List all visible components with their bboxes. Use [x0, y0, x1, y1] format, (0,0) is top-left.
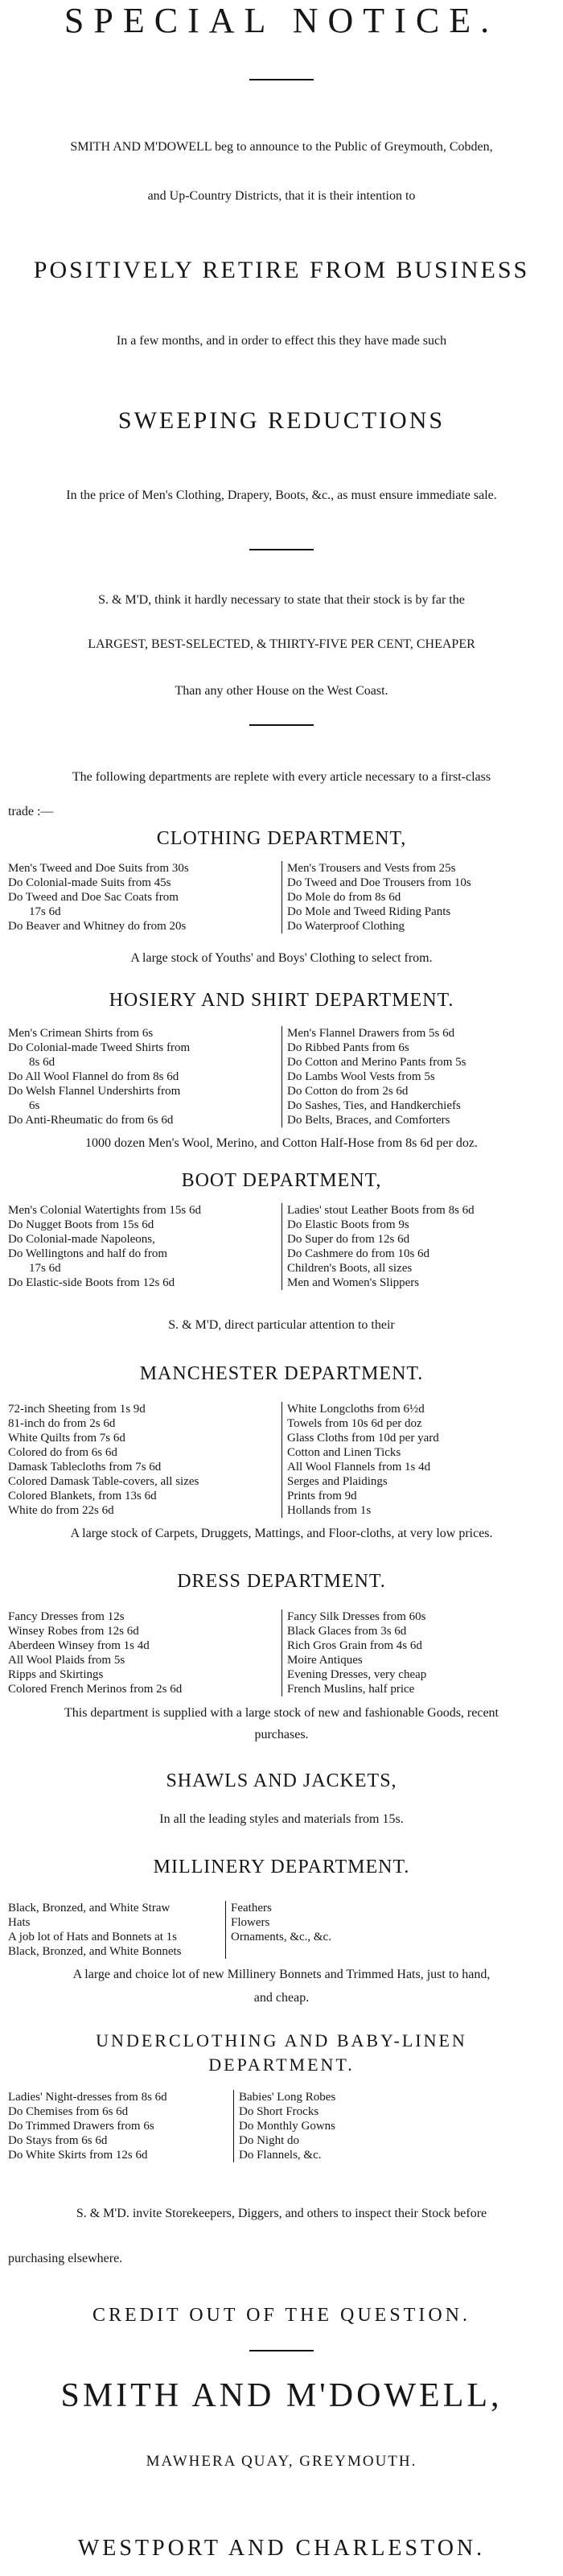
list-item: Winsey Robes from 12s 6d: [8, 1625, 139, 1638]
list-item: Do Wellingtons and half do from: [8, 1247, 168, 1260]
list-item: Black, Bronzed, and White Straw Hats: [8, 1902, 171, 1929]
list-item: Prints from 9d: [287, 1490, 357, 1502]
list-item: Aberdeen Winsey from 1s 4d: [8, 1639, 150, 1652]
price-line: In the price of Men's Clothing, Drapery, Boots, &c., as must ensure immediate sale.: [66, 488, 497, 502]
divider: [249, 724, 314, 726]
notice-title: SPECIAL NOTICE.: [64, 1, 499, 40]
list-item: Men's Colonial Watertights from 15s 6d: [8, 1204, 201, 1217]
boot-list: [8, 1203, 555, 1290]
list-item: Do Colonial-made Napoleons,: [8, 1233, 155, 1246]
list-item: Do Mole do from 8s 6d: [287, 891, 401, 904]
manchester-list: [8, 1402, 555, 1518]
manchester-heading: MANCHESTER DEPARTMENT.: [139, 1363, 424, 1384]
list-item: Flowers: [231, 1916, 270, 1929]
list-item: Rich Gros Grain from 4s 6d: [287, 1639, 422, 1652]
hosiery-heading: HOSIERY AND SHIRT DEPARTMENT.: [109, 990, 454, 1011]
list-item: Do Sashes, Ties, and Handkerchiefs: [287, 1099, 461, 1112]
list-item: Do Colonial-made Suits from 45s: [8, 876, 171, 889]
list-item: Do Tweed and Doe Trousers from 10s: [287, 876, 471, 889]
list-item: Ripps and Skirtings: [8, 1668, 104, 1681]
invite-line-1: S. & M'D. invite Storekeepers, Diggers, and others to inspect their Stock before: [76, 2207, 487, 2220]
shawls-note: In all the leading styles and materials from 15s.: [159, 1812, 404, 1826]
list-item: Men's Tweed and Doe Suits from 30s: [8, 862, 189, 875]
millinery-note-2: and cheap.: [253, 1991, 310, 2005]
branches-line: WESTPORT AND CHARLESTON.: [77, 2536, 486, 2561]
divider: [249, 2350, 314, 2351]
list-item: Serges and Plaidings: [287, 1475, 388, 1488]
list-item: Do Stays from 6s 6d: [8, 2134, 108, 2147]
clothing-list: [8, 861, 555, 934]
list-item: French Muslins, half price: [287, 1683, 415, 1696]
list-item: Children's Boots, all sizes: [287, 1262, 413, 1275]
list-item: Do Short Frocks: [239, 2105, 319, 2118]
list-item: Towels from 10s 6d per doz: [287, 1417, 422, 1430]
list-item: Ladies' stout Leather Boots from 8s 6d: [287, 1204, 475, 1217]
list-item: Do Tweed and Doe Sac Coats from: [8, 891, 179, 904]
hosiery-note: 1000 dozen Men's Wool, Merino, and Cotton Half-Hose from 8s 6d per doz.: [85, 1136, 478, 1150]
list-item: Evening Dresses, very cheap: [287, 1668, 427, 1681]
shawls-heading: SHAWLS AND JACKETS,: [166, 1770, 397, 1791]
list-item: Do Welsh Flannel Undershirts from: [8, 1085, 181, 1098]
list-item: 6s: [29, 1099, 40, 1112]
list-item: Hollands from 1s: [287, 1504, 372, 1517]
departments-intro-2: trade :—: [8, 805, 54, 818]
divider: [249, 79, 314, 80]
millinery-list: [8, 1901, 555, 1959]
list-item: Colored Damask Table-covers, all sizes: [8, 1475, 199, 1488]
list-item: Glass Cloths from 10d per yard: [287, 1432, 439, 1445]
list-item: White Longcloths from 6½d: [287, 1403, 425, 1416]
list-item: Do Cotton do from 2s 6d: [287, 1085, 409, 1098]
list-item: Ladies' Night-dresses from 8s 6d: [8, 2091, 167, 2104]
list-item: Men and Women's Slippers: [287, 1276, 420, 1289]
list-item: Colored Blankets, from 13s 6d: [8, 1490, 157, 1502]
sweeping-reductions-headline: SWEEPING REDUCTIONS: [117, 407, 446, 434]
list-item: Do Cashmere do from 10s 6d: [287, 1247, 430, 1260]
list-item: Do All Wool Flannel do from 8s 6d: [8, 1070, 179, 1083]
list-item: Fancy Dresses from 12s: [8, 1610, 125, 1623]
stock-line-1: S. & M'D, think it hardly necessary to state that their stock is by far the: [98, 593, 465, 607]
list-item: Do Belts, Braces, and Comforters: [287, 1114, 450, 1127]
list-item: Cotton and Linen Ticks: [287, 1446, 401, 1459]
list-item: Do Nugget Boots from 15s 6d: [8, 1218, 154, 1231]
list-item: Fancy Silk Dresses from 60s: [287, 1610, 426, 1623]
list-item: Moire Antiques: [287, 1654, 363, 1667]
list-item: Do Lambs Wool Vests from 5s: [287, 1070, 435, 1083]
list-item: Do Waterproof Clothing: [287, 920, 405, 933]
list-item: White do from 22s 6d: [8, 1504, 114, 1517]
list-item: Do Cotton and Merino Pants from 5s: [287, 1056, 466, 1069]
list-item: Do Chemises from 6s 6d: [8, 2105, 129, 2118]
list-item: White Quilts from 7s 6d: [8, 1432, 125, 1445]
list-item: All Wool Plaids from 5s: [8, 1654, 125, 1667]
hosiery-list: [8, 1026, 555, 1127]
list-item: Do Super do from 12s 6d: [287, 1233, 410, 1246]
millinery-note-1: A large and choice lot of new Millinery Bonnets and Trimmed Hats, just to hand,: [72, 1968, 491, 1981]
list-item: Do Trimmed Drawers from 6s: [8, 2120, 154, 2133]
millinery-heading: MILLINERY DEPARTMENT.: [153, 1857, 410, 1877]
list-item: Men's Crimean Shirts from 6s: [8, 1027, 154, 1040]
list-item: All Wool Flannels from 1s 4d: [287, 1461, 431, 1473]
intro-line-2: and Up-Country Districts, that it is their intention to: [147, 189, 416, 203]
list-item: Colored do from 6s 6d: [8, 1446, 117, 1459]
stock-line-3: Than any other House on the West Coast.: [175, 684, 388, 698]
list-item: Feathers: [231, 1902, 272, 1914]
departments-intro-1: The following departments are replete with every article necessary to a first-class: [72, 770, 491, 784]
firm-name: SMITH AND M'DOWELL,: [60, 2377, 503, 2414]
list-item: Do Colonial-made Tweed Shirts from: [8, 1041, 191, 1054]
list-item: Black, Bronzed, and White Bonnets: [8, 1945, 182, 1958]
manchester-note: A large stock of Carpets, Druggets, Mattings, and Floor-cloths, at very low prices.: [70, 1527, 493, 1540]
retire-headline: POSITIVELY RETIRE FROM BUSINESS: [33, 257, 530, 283]
list-item: Colored French Merinos from 2s 6d: [8, 1683, 183, 1696]
clothing-note: A large stock of Youths' and Boys' Clothing to select from.: [130, 951, 433, 965]
list-item: Do Mole and Tweed Riding Pants: [287, 905, 451, 918]
credit-headline: CREDIT OUT OF THE QUESTION.: [92, 2305, 471, 2326]
stock-line-2: LARGEST, BEST-SELECTED, & THIRTY-FIVE PER CENT, CHEAPER: [88, 637, 475, 651]
list-item: 72-inch Sheeting from 1s 9d: [8, 1403, 146, 1416]
list-item: Do Monthly Gowns: [239, 2120, 336, 2133]
divider: [249, 549, 314, 550]
underclothing-heading-1: UNDERCLOTHING AND BABY-LINEN: [96, 2030, 467, 2050]
underclothing-heading-2: DEPARTMENT.: [208, 2055, 355, 2075]
list-item: Damask Tablecloths from 7s 6d: [8, 1461, 162, 1473]
intro-line-1: SMITH AND M'DOWELL beg to announce to the Public of Greymouth, Cobden,: [70, 140, 493, 154]
dress-heading: DRESS DEPARTMENT.: [177, 1571, 386, 1592]
dress-note-2: purchases.: [254, 1728, 309, 1741]
dress-list: [8, 1609, 555, 1696]
list-item: Do Beaver and Whitney do from 20s: [8, 920, 187, 933]
list-item: Do Elastic Boots from 9s: [287, 1218, 409, 1231]
list-item: Do Elastic-side Boots from 12s 6d: [8, 1276, 175, 1289]
dress-note-1: This department is supplied with a large stock of new and fashionable Goods, recent: [64, 1706, 499, 1720]
invite-line-2: purchasing elsewhere.: [8, 2252, 123, 2265]
address-line: MAWHERA QUAY, GREYMOUTH.: [146, 2453, 417, 2470]
list-item: Ornaments, &c., &c.: [231, 1931, 331, 1943]
list-item: Babies' Long Robes: [239, 2091, 336, 2104]
list-item: A job lot of Hats and Bonnets at 1s: [8, 1931, 177, 1943]
list-item: Men's Trousers and Vests from 25s: [287, 862, 456, 875]
list-item: Do Ribbed Pants from 6s: [287, 1041, 409, 1054]
list-item: Do Anti-Rheumatic do from 6s 6d: [8, 1114, 174, 1127]
list-item: 17s 6d: [29, 905, 61, 918]
list-item: Men's Flannel Drawers from 5s 6d: [287, 1027, 455, 1040]
list-item: 8s 6d: [29, 1056, 55, 1069]
few-months-line: In a few months, and in order to effect this they have made such: [116, 334, 447, 348]
list-item: 81-inch do from 2s 6d: [8, 1417, 116, 1430]
underclothing-list: [8, 2090, 555, 2162]
list-item: Do White Skirts from 12s 6d: [8, 2149, 148, 2162]
clothing-heading: CLOTHING DEPARTMENT,: [156, 828, 407, 849]
list-item: Do Flannels, &c.: [239, 2149, 322, 2162]
list-item: Black Glaces from 3s 6d: [287, 1625, 407, 1638]
boot-note: S. & M'D, direct particular attention to their: [168, 1318, 395, 1332]
list-item: Do Night do: [239, 2134, 299, 2147]
boot-heading: BOOT DEPARTMENT,: [181, 1170, 382, 1191]
list-item: 17s 6d: [29, 1262, 61, 1275]
